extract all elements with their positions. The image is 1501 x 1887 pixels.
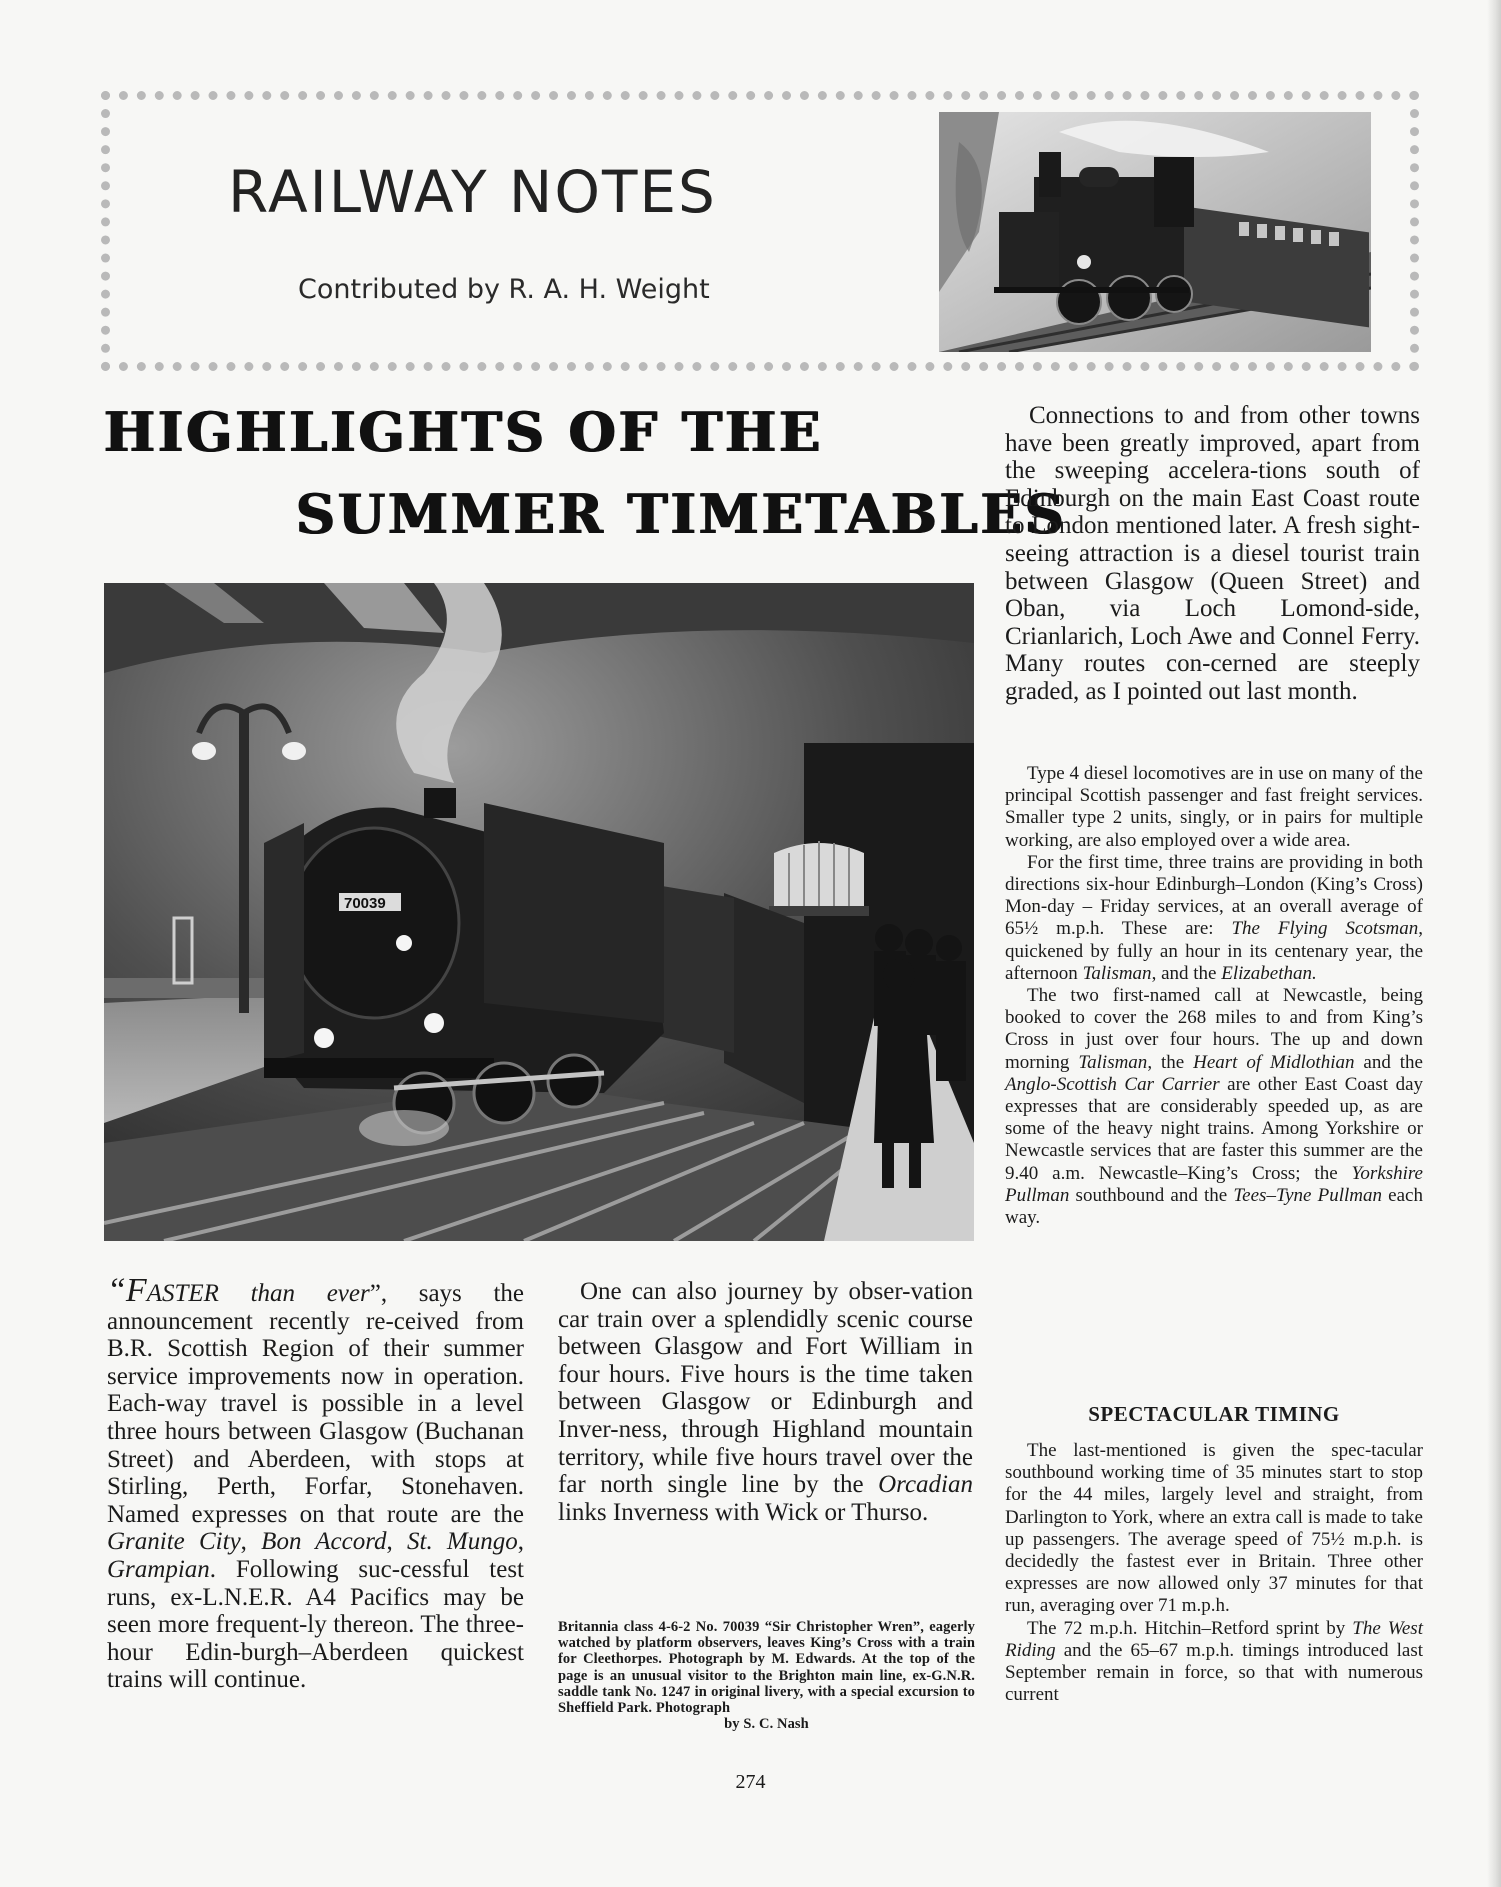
paragraph-text: southbound and the <box>1069 1184 1234 1206</box>
column-b <box>558 1278 973 1526</box>
train-name: Heart of Midlothian <box>1193 1051 1355 1073</box>
train-name: Bon Accord <box>261 1528 387 1556</box>
separator: , <box>240 1528 262 1556</box>
page-edge <box>1487 0 1501 1887</box>
column-c-body <box>1005 763 1423 1229</box>
paragraph <box>1005 1618 1423 1707</box>
italic-lead: ASTER than ever <box>146 1280 370 1307</box>
header-byline: Contributed by R. A. H. Weight <box>298 274 710 305</box>
train-name: St. Mungo <box>407 1528 518 1556</box>
header-photo-saddle-tank <box>939 112 1371 352</box>
train-name: Talisman <box>1078 1051 1148 1073</box>
paragraph <box>1005 852 1423 985</box>
saddle-tank-illustration <box>939 112 1371 352</box>
photo-caption <box>558 1619 975 1732</box>
paragraph-text: ”, says the announcement recently re-ceived from B.R. Scottish Region of their summer service improvements now in operation. Each-way travel is possible in a level three hours between Glasgow (Buchanan Street) and Aberdeen, with stops at Stirling, Perth, Forfar, Stonehaven. Named expresses on that route are the <box>107 1280 524 1528</box>
train-name: The West Riding <box>1005 1617 1423 1661</box>
train-name: Granite City <box>107 1528 241 1556</box>
paragraph: The last-mentioned is given the spec-tacular southbound working time of 35 minutes start to stop for the 44 miles, largely level and straight, from Darlington to York, where an extra call is made to take up passengers. The average speed of 75½ m.p.h. is decidedly the fastest ever in Britain. Three other expresses are now allowed only 37 minutes for that run, averaging over 71 m.p.h. <box>1005 1440 1423 1617</box>
paragraph-text: links Inverness with Wick or Thurso. <box>558 1498 929 1526</box>
headline-line-1: HIGHLIGHTS OF THE <box>104 400 824 464</box>
separator: , <box>386 1528 407 1556</box>
paragraph: Type 4 diesel locomotives are in use on many of the principal Scottish passenger and fast freight services. Smaller type 2 units, singly, or in pairs for multiple working, are also employed over a wide area. <box>1005 763 1423 851</box>
paragraph-text: For the first time, three trains are providing in both directions six-hour Edinburgh–London (King’s Cross) Mon-day – Friday services, at an overall average of 65½ m.p.h. These are: <box>1005 851 1423 940</box>
paragraph-text: . Following suc-cessful test runs, ex-L.N.E.R. A4 Pacifics may be seen more frequent-ly thereon. The three-hour Edin-burgh–Aberdeen quickest trains will continue. <box>107 1555 524 1694</box>
paragraph-text: The two first-named call at Newcastle, being booked to cover the 268 miles to and from King’s Cross in just over four hours. The up and down morning <box>1005 985 1423 1073</box>
caption-credit: by S. C. Nash <box>724 1716 809 1733</box>
britannia-locomotive-illustration <box>104 583 974 1241</box>
paragraph-text: , and the <box>1151 962 1222 984</box>
dropcap-quote: “ <box>107 1272 126 1309</box>
train-name: Anglo-Scottish Car Carrier <box>1005 1073 1220 1095</box>
page-number: 274 <box>735 1771 766 1793</box>
train-name: Orcadian <box>878 1471 974 1499</box>
paragraph <box>558 1278 973 1526</box>
train-name: Grampian <box>107 1555 210 1583</box>
section-subhead: SPECTACULAR TIMING <box>1088 1402 1340 1426</box>
dropcap-letter: F <box>125 1272 147 1309</box>
train-name: Yorkshire Pullman <box>1005 1162 1423 1206</box>
train-name: Tees–Tyne Pullman <box>1233 1184 1383 1206</box>
caption-text: Britannia class 4-6-2 No. 70039 “Sir Christopher Wren”, eagerly watched by platform observers, leaves King’s Cross with a train for Cleethorpes. Photograph by M. Edwards. At the top of the page is an unusual visitor to the Brighton main line, ex-G.N.R. saddle tank No. 1247 in original livery, with a special excursion to Sheffield Park. Photograph <box>558 1619 975 1717</box>
headline-line-2: SUMMER TIMETABLES <box>296 482 1067 546</box>
train-name: The Flying Scotsman <box>1231 918 1419 940</box>
paragraph <box>107 1272 525 1694</box>
paragraph-text: , the <box>1147 1051 1194 1073</box>
paragraph: Connections to and from other towns have been greatly improved, apart from the sweeping accelera-tions south of Edinburgh on the main East Coast route to London mentioned later. A fresh sight-seeing attraction is a diesel tourist train between Glasgow (Queen Street) and Oban, via Loch Lomond-side, Crianlarich, Loch Awe and Connel Ferry. Many routes con-cerned are steeply graded, as I pointed out last month. <box>1005 402 1420 705</box>
paragraph-text: One can also journey by obser-vation car train over a splendidly scenic course between Glasgow and Fort William in four hours. Five hours is the time taken between Glasgow or Edinburgh and Inver-ness, through Highland mountain territory, while five hours travel over the far north single line by the <box>558 1278 973 1499</box>
train-name: Talisman <box>1082 962 1152 984</box>
paragraph <box>1005 985 1423 1229</box>
train-name: Elizabethan. <box>1221 962 1317 984</box>
column-c-intro <box>1005 402 1420 706</box>
separator: , <box>517 1528 525 1556</box>
column-c-continued <box>1005 1440 1423 1706</box>
paragraph-text: , quickened by fully an hour in its centenary year, the afternoon <box>1005 918 1423 984</box>
main-photo-britannia <box>104 583 974 1241</box>
paragraph-text: The 72 m.p.h. Hitchin–Retford sprint by <box>1027 1617 1353 1639</box>
locomotive-number-plate: 70039 <box>344 895 386 912</box>
paragraph-text: and the <box>1354 1051 1423 1073</box>
column-a <box>107 1272 525 1694</box>
paragraph-text: each way. <box>1005 1184 1423 1229</box>
paragraph-text: and the 65–67 m.p.h. timings introduced last September remain in force, so that with numerous current <box>1005 1639 1423 1706</box>
paragraph-text: are other East Coast day expresses that are considerably speeded up, as are some of the heavy night trains. Among Yorkshire or Newcastle services that are faster this summer are the 9.40 a.m. Newcastle–King’s Cross; the <box>1005 1073 1423 1184</box>
header-title: RAILWAY NOTES <box>228 158 717 226</box>
